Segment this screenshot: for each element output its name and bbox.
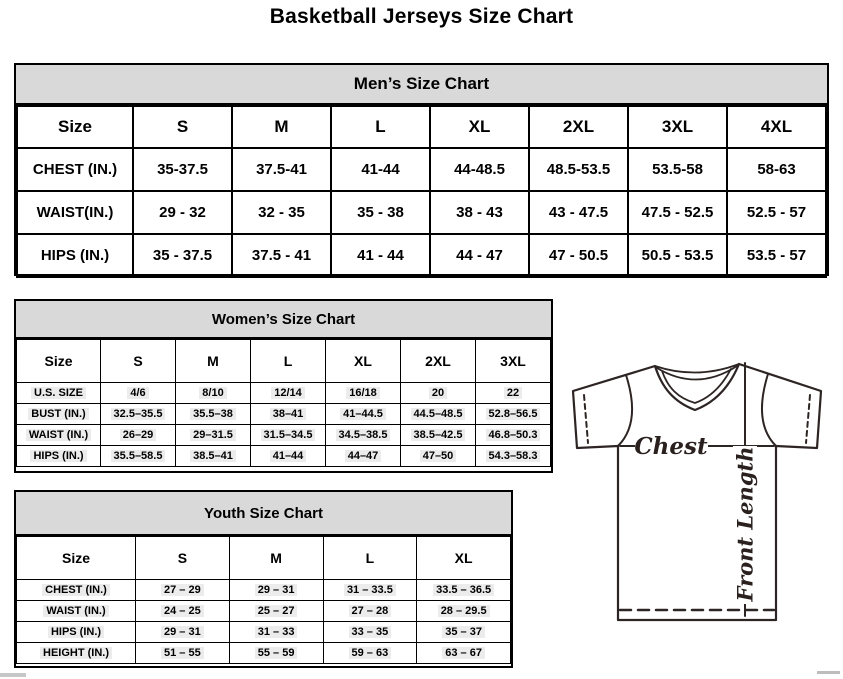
row-label: HIPS (IN.) (17, 234, 133, 277)
table-row (17, 601, 511, 622)
column-header: M (232, 106, 331, 148)
size-cell: 52.5 - 57 (727, 191, 826, 234)
womens-table (16, 339, 551, 467)
size-cell: 31 – 33 (229, 622, 323, 643)
size-cell: 38.5–42.5 (401, 425, 476, 446)
size-cell: 51 – 55 (136, 643, 230, 664)
row-label: CHEST (IN.) (17, 580, 136, 601)
cuff-dash-right (806, 395, 810, 443)
size-cell: 33.5 – 36.5 (417, 580, 511, 601)
column-header: XL (417, 537, 511, 580)
row-label: HIPS (IN.) (17, 446, 101, 467)
column-header: Size (17, 340, 101, 383)
front-length-label: Front Length (732, 446, 758, 602)
row-label: CHEST (IN.) (17, 148, 133, 191)
header-row (17, 537, 511, 580)
size-cell: 35 - 38 (331, 191, 430, 234)
table-row (17, 622, 511, 643)
size-cell: 35.5–38 (176, 404, 251, 425)
table-row (17, 383, 551, 404)
column-header: Size (17, 537, 136, 580)
header-row (17, 106, 826, 148)
womens-size-chart (14, 299, 553, 473)
size-table (16, 105, 827, 278)
table-row (17, 148, 826, 191)
table-row (17, 580, 511, 601)
youth-chart-title: Youth Size Chart (16, 492, 511, 536)
size-cell: 55 – 59 (229, 643, 323, 664)
youth-table (16, 536, 511, 664)
womens-chart-title: Women’s Size Chart (16, 301, 551, 339)
size-cell: 43 - 47.5 (529, 191, 628, 234)
size-table (16, 536, 511, 664)
row-label: WAIST (IN.) (17, 601, 136, 622)
size-table (16, 339, 551, 467)
size-cell: 4/6 (101, 383, 176, 404)
size-cell: 47 - 50.5 (529, 234, 628, 277)
column-header: M (229, 537, 323, 580)
size-cell: 35.5–58.5 (101, 446, 176, 467)
size-cell: 26–29 (101, 425, 176, 446)
row-label: BUST (IN.) (17, 404, 101, 425)
size-cell: 27 – 28 (323, 601, 417, 622)
size-cell: 44-48.5 (430, 148, 529, 191)
row-label: HIPS (IN.) (17, 622, 136, 643)
column-header: 4XL (727, 106, 826, 148)
size-cell: 29–31.5 (176, 425, 251, 446)
size-cell: 44–47 (326, 446, 401, 467)
column-header: L (251, 340, 326, 383)
cuff-dash-left (584, 395, 588, 443)
row-label: HEIGHT (IN.) (17, 643, 136, 664)
column-header: XL (430, 106, 529, 148)
column-header: M (176, 340, 251, 383)
column-header: XL (326, 340, 401, 383)
size-cell: 38.5–41 (176, 446, 251, 467)
jersey-diagram (562, 358, 840, 626)
size-cell: 27 – 29 (136, 580, 230, 601)
column-header: S (133, 106, 232, 148)
size-cell: 59 – 63 (323, 643, 417, 664)
size-cell: 48.5-53.5 (529, 148, 628, 191)
size-cell: 35 – 37 (417, 622, 511, 643)
table-row (17, 643, 511, 664)
size-cell: 41-44 (331, 148, 430, 191)
armhole-seam-right (762, 374, 776, 446)
size-cell: 24 – 25 (136, 601, 230, 622)
size-cell: 20 (401, 383, 476, 404)
size-cell: 32 - 35 (232, 191, 331, 234)
size-cell: 46.8–50.3 (476, 425, 551, 446)
size-cell: 47–50 (401, 446, 476, 467)
table-row (17, 234, 826, 277)
size-cell: 44.5–48.5 (401, 404, 476, 425)
column-header: L (323, 537, 417, 580)
size-cell: 37.5-41 (232, 148, 331, 191)
column-header: S (136, 537, 230, 580)
size-cell: 29 – 31 (229, 580, 323, 601)
column-header: Size (17, 106, 133, 148)
column-header: L (331, 106, 430, 148)
size-cell: 58-63 (727, 148, 826, 191)
size-cell: 31 – 33.5 (323, 580, 417, 601)
row-label: WAIST(IN.) (17, 191, 133, 234)
header-row (17, 340, 551, 383)
size-cell: 41–44.5 (326, 404, 401, 425)
size-cell: 38 - 43 (430, 191, 529, 234)
armhole-seam-left (618, 375, 632, 446)
size-cell: 12/14 (251, 383, 326, 404)
size-cell: 8/10 (176, 383, 251, 404)
mens-size-chart (14, 63, 829, 276)
size-cell: 38–41 (251, 404, 326, 425)
column-header: 2XL (529, 106, 628, 148)
size-cell: 54.3–58.3 (476, 446, 551, 467)
size-cell: 32.5–35.5 (101, 404, 176, 425)
page-title: Basketball Jerseys Size Chart (269, 5, 574, 28)
size-cell: 53.5-58 (628, 148, 727, 191)
table-row (17, 191, 826, 234)
size-cell: 25 – 27 (229, 601, 323, 622)
size-cell: 28 – 29.5 (417, 601, 511, 622)
row-label: WAIST (IN.) (17, 425, 101, 446)
column-header: 2XL (401, 340, 476, 383)
size-cell: 16/18 (326, 383, 401, 404)
size-cell: 31.5–34.5 (251, 425, 326, 446)
scrollbar-fragment-right (817, 671, 840, 674)
chest-label: Chest (634, 433, 708, 460)
size-cell: 22 (476, 383, 551, 404)
size-cell: 53.5 - 57 (727, 234, 826, 277)
size-cell: 52.8–56.5 (476, 404, 551, 425)
row-label: U.S. SIZE (17, 383, 101, 404)
mens-chart-title: Men’s Size Chart (16, 65, 827, 105)
column-header: 3XL (476, 340, 551, 383)
size-cell: 33 – 35 (323, 622, 417, 643)
scrollbar-fragment-left (0, 673, 26, 677)
size-cell: 29 – 31 (136, 622, 230, 643)
youth-size-chart (14, 490, 513, 668)
size-cell: 63 – 67 (417, 643, 511, 664)
size-cell: 41 - 44 (331, 234, 430, 277)
size-cell: 35 - 37.5 (133, 234, 232, 277)
table-row (17, 425, 551, 446)
column-header: S (101, 340, 176, 383)
size-cell: 29 - 32 (133, 191, 232, 234)
size-cell: 41–44 (251, 446, 326, 467)
size-cell: 50.5 - 53.5 (628, 234, 727, 277)
size-cell: 47.5 - 52.5 (628, 191, 727, 234)
size-cell: 44 - 47 (430, 234, 529, 277)
mens-table (16, 105, 827, 278)
table-row (17, 404, 551, 425)
size-cell: 35-37.5 (133, 148, 232, 191)
size-cell: 34.5–38.5 (326, 425, 401, 446)
table-row (17, 446, 551, 467)
size-cell: 37.5 - 41 (232, 234, 331, 277)
column-header: 3XL (628, 106, 727, 148)
